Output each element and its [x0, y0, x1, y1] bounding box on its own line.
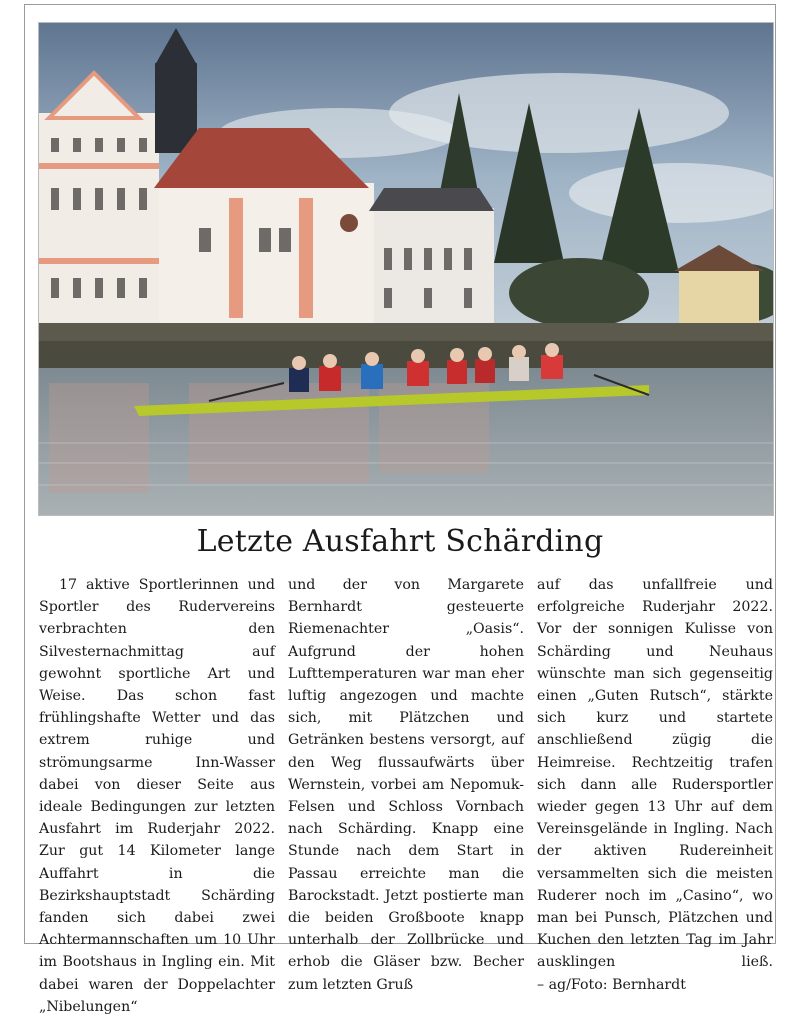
article-text-3: auf das unfallfreie und erfolgreiche Ruderjahr 2022. Vor der sonnigen Kulisse von Schärding und Neuhaus wünschte man sich gegenseitig einen „Guten Rutsch“, stärkte sich kurz und startete anschließend zügig die Heimreise. Rechtzeitig trafen sich dann alle Rudersportler wieder gegen 13 Uhr auf dem Vereinsgelände in Ingling. Nach der aktiven Rudereinheit versammelten sich die meisten Ruderer noch im „Casino“, wo man bei Punsch, Plätzchen und Kuchen den letzten Tag im Jahr ausklingen ließ. [537, 577, 773, 971]
article-column-1 [39, 574, 275, 1015]
photo-credit: – ag/Foto: Bernhardt [537, 976, 686, 993]
article-column-3 [537, 574, 773, 993]
article-paragraph-1: 17 aktive Sportlerinnen und Sportler des Rudervereins verbrachten den Silvesternachmittag auf gewohnt sportliche Art und Weise. Das schon fast frühlingshafte Wetter und das extrem ruhige und strömungsarme Inn-Wasser dabei von dieser Seite aus ideale Bedingungen zur letzten Ausfahrt im Ruderjahr 2022. Zur gut 14 Kilometer lange Auffahrt in die Bezirkshauptstadt Schärding fanden sich dabei zwei Achtermannschaften um 10 Uhr im Bootshaus in Ingling ein. Mit dabei waren der Doppelachter „Nibelungen“ [39, 577, 275, 1015]
article-paragraph-3 [537, 574, 773, 996]
article-paragraph-2: und der von Margarete Bernhardt gesteuerte Riemenachter „Oasis“. Aufgrund der hohen Lufttemperaturen war man eher luftig angezogen und machte sich, mit Plätzchen und Getränken bestens versorgt, auf den Weg flussaufwärts über Wernstein, vorbei am Nepomuk-Felsen und Schloss Vornbach nach Schärding. Knapp eine Stunde nach dem Start in Passau erreichte man die Barockstadt. Jetzt postierte man die beiden Großboote knapp unterhalb der Zollbrücke und erhob die Gläser bzw. Becher zum letzten Gruß [288, 577, 524, 993]
article-column-2 [288, 574, 524, 993]
article-body [39, 574, 773, 1015]
article-photo [38, 22, 774, 516]
article-headline: Letzte Ausfahrt Schärding [196, 524, 604, 559]
rowing-photo-icon [39, 23, 773, 515]
